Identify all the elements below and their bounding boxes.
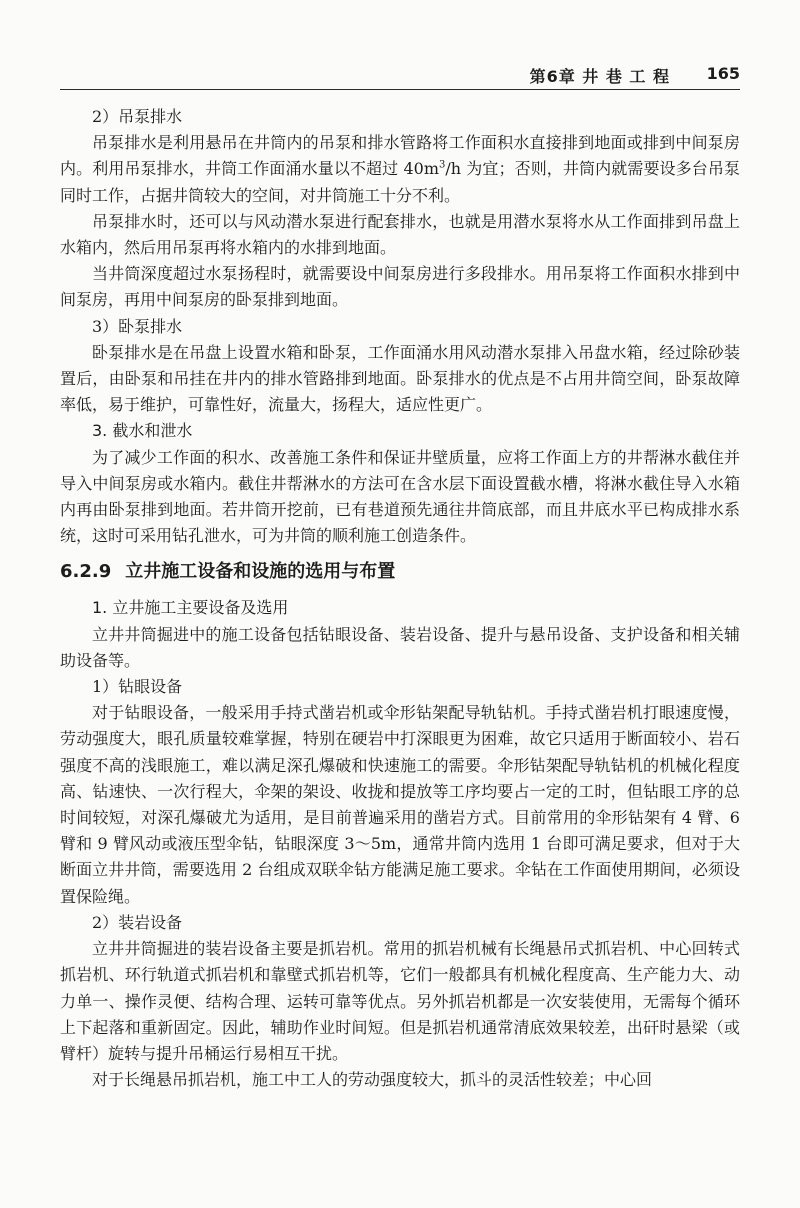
paragraph: 吊泵排水时，还可以与风动潜水泵进行配套排水，也就是用潜水泵将水从工作面排到吊盘上水箱内，然后用吊泵再将水箱内的水排到地面。 [60, 211, 740, 258]
subsection-heading: 2）吊泵排水 [92, 107, 183, 126]
superscript: 3 [439, 160, 446, 172]
text-run: /h 为宜；否则，井筒内就需要设多台吊泵同时工作，占据井筒较大的空间，对井筒施工十分不利。 [60, 159, 740, 205]
paragraph [60, 130, 740, 209]
running-header [60, 60, 740, 90]
subsection-heading: 3）卧泵排水 [92, 316, 183, 336]
section-title [60, 559, 740, 585]
header-rule [60, 89, 740, 90]
paragraph: 为了减少工作面的积水、改善施工条件和保证井壁质量，应将工作面上方的井帮淋水截住并导入中间泵房或水箱内。截住井帮淋水的方法可在含水层下面设置截水槽，将淋水截住导入水箱内再由卧泵排到地面。若井筒开挖前，已有巷道预先通往井筒底部，而且井底水平已构成排水系统，这时可采用钻孔泄水，可为井筒的顺利施工创造条件。 [60, 447, 740, 546]
paragraph: 立井井筒掘进中的施工设备包括钻眼设备、装岩设备、提升与悬吊设备、支护设备和相关辅助设备等。 [60, 624, 740, 670]
subsection-heading: 2）装岩设备 [92, 912, 183, 932]
page-body [60, 104, 740, 1093]
section-number: 6.2.9 [60, 561, 112, 583]
page-number: 165 [706, 64, 740, 83]
subsection-heading: 1）钻眼设备 [92, 677, 183, 697]
section-heading: 1. 立井施工主要设备及选用 [92, 598, 289, 618]
section-heading: 3. 截水和泄水 [92, 421, 193, 441]
text-run: 吊泵排水是利用悬吊在井筒内的吊泵和排水管路将工作面积水直接排到地面或排到中间泵房内。利用吊泵排水，井筒工作面涌水量以不超过 40m [60, 133, 740, 179]
paragraph: 当井筒深度超过水泵扬程时，就需要设中间泵房进行多段排水。用吊泵将工作面积水排到中间泵房，再用中间泵房的卧泵排到地面。 [60, 264, 740, 310]
paragraph: 对于钻眼设备，一般采用手持式凿岩机或伞形钻架配导轨钻机。手持式凿岩机打眼速度慢，劳动强度大，眼孔质量较难掌握，特别在硬岩中打深眼更为困难，故它只适用于断面较小、岩石强度不高的浅眼施工，难以满足深孔爆破和快速施工的需要。伞形钻架配导轨钻机的机械化程度高、钻速快、一次行程大，伞架的架设、收拢和提放等工序均要占一定的工时，但钻眼工序的总时间较短，对深孔爆破尤为适用，是目前普遍采用的凿岩方式。目前常用的伞形钻架有 4 臂、6 臂和 9 臂风动或液压型伞钻，钻眼深度 3～5m，通常井筒内选用 1 台即可满足要求，但对于大断面立井井筒，需要选用 2 台组成双联伞钻方能满足施工要求。伞钻在工作面使用期间，必须设置保险绳。 [60, 703, 740, 906]
paragraph: 卧泵排水是在吊盘上设置水箱和卧泵，工作面涌水用风动潜水泵排入吊盘水箱，经过除砂装置后，由卧泵和吊挂在井内的排水管路排到地面。卧泵排水的优点是不占用井筒空间，卧泵故障率低，易于维护，可靠性好，流量大，扬程大，适应性更广。 [60, 342, 740, 415]
paragraph: 立井井筒掘进的装岩设备主要是抓岩机。常用的抓岩机械有长绳悬吊式抓岩机、中心回转式抓岩机、环行轨道式抓岩机和靠壁式抓岩机等，它们一般都具有机械化程度高、生产能力大、动力单一、操作灵便、结构合理、运转可靠等优点。另外抓岩机都是一次安装使用，无需每个循环上下起落和重新固定。因此，辅助作业时间短。但是抓岩机通常清底效果较差，出矸时悬梁（或臂杆）旋转与提升吊桶运行易相互干扰。 [60, 939, 740, 1063]
paragraph: 对于长绳悬吊抓岩机，施工中工人的劳动强度较大，抓斗的灵活性较差；中心回 [92, 1070, 653, 1090]
chapter-title: 第6章 井 巷 工 程 [529, 67, 670, 86]
section-title-text: 立井施工设备和设施的选用与布置 [125, 561, 396, 583]
